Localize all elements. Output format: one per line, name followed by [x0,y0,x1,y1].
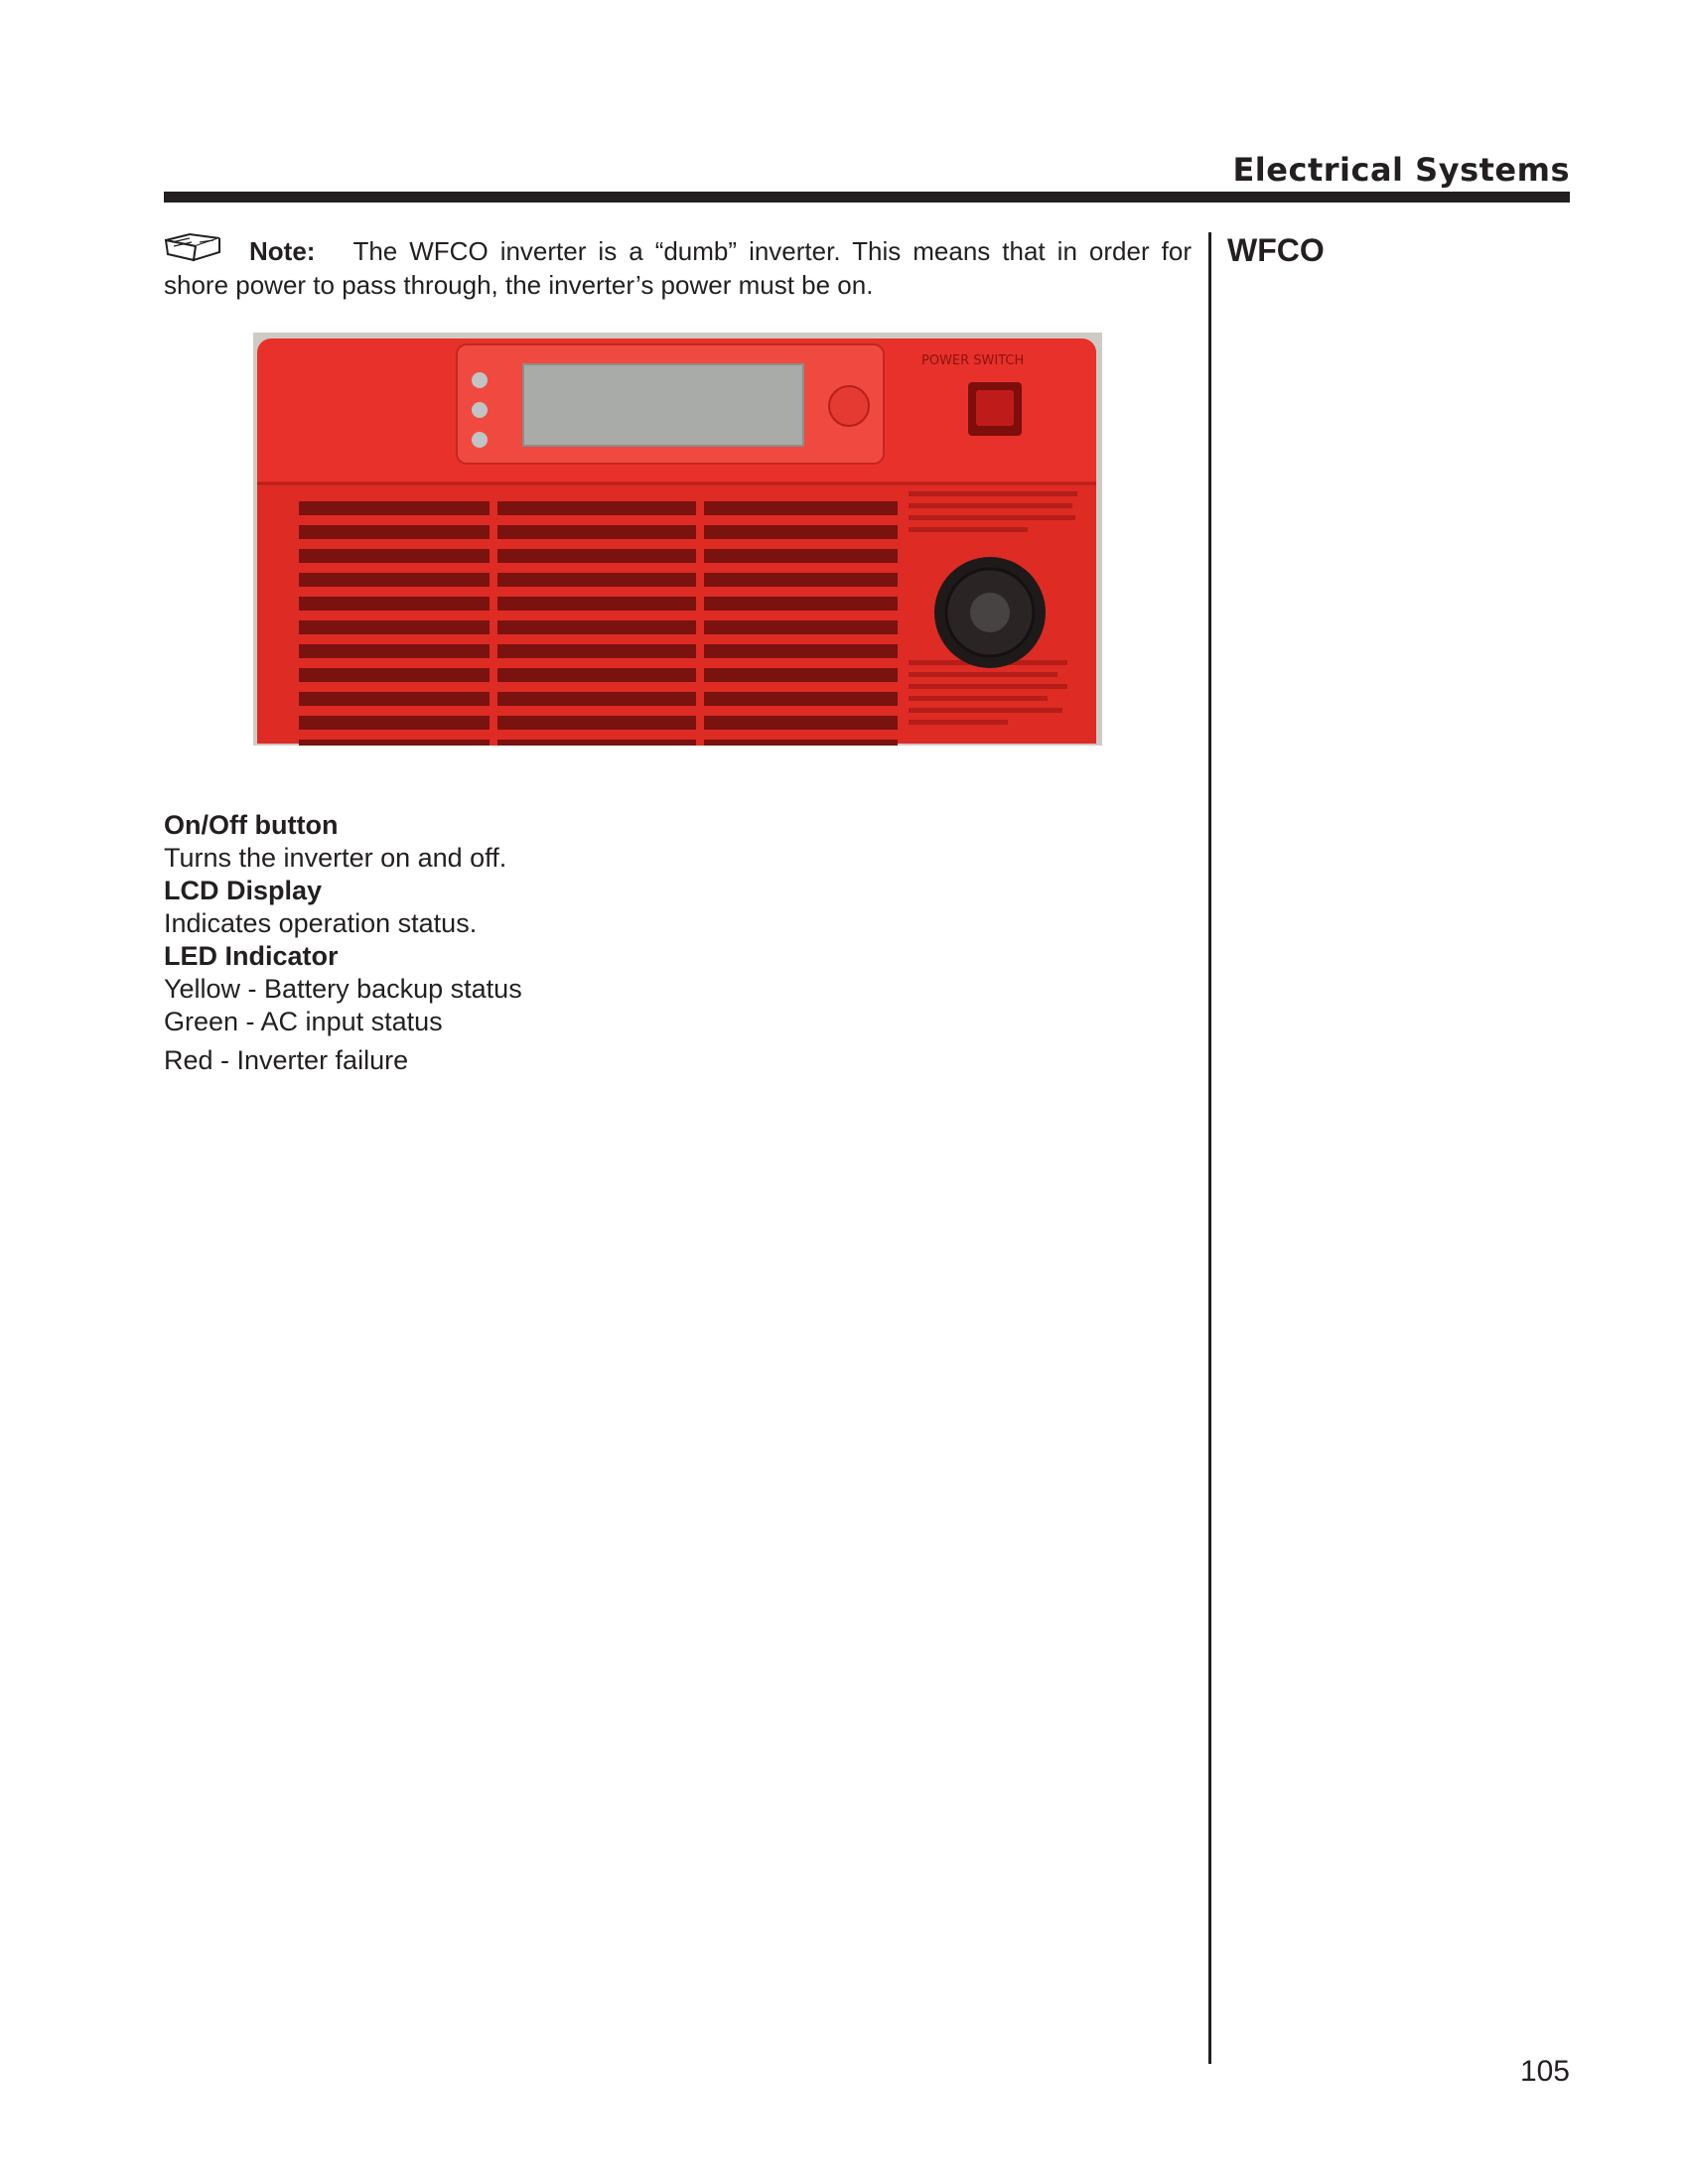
legend-heading-led: LED Indicator [164,941,339,971]
power-switch-label: POWER SWITCH [921,353,1025,368]
led-indicator-green [472,402,488,418]
legend-text-led-green: Green - AC input status [164,1007,443,1036]
note-paragraph [164,232,1192,302]
lcd-display [523,364,803,446]
legend-text-lcd: Indicates operation status. [164,908,478,938]
legend-list [164,809,1157,1077]
legend-text-led-yellow: Yellow - Battery backup status [164,974,522,1004]
inverter-photo [253,333,1102,746]
header-rule [164,192,1570,203]
led-indicator-red [472,432,488,448]
legend-text-led-red: Red - Inverter failure [164,1045,409,1075]
column-divider [1208,232,1211,2064]
section-header-title: Electrical Systems [1232,151,1570,189]
legend-heading-on-off: On/Off button [164,810,339,840]
note-label: Note: [249,236,316,266]
note-text: The WFCO inverter is a “dumb” inverter. This means that in order for shore power to pass through, the inverter’s power must be on. [164,236,1192,300]
led-indicator-yellow [472,372,488,388]
legend-text-on-off: Turns the inverter on and off. [164,843,507,873]
open-book-icon [164,232,221,264]
sidebar-title: WFCO [1227,232,1325,268]
page-number: 105 [1519,2055,1570,2088]
legend-heading-lcd: LCD Display [164,876,323,905]
